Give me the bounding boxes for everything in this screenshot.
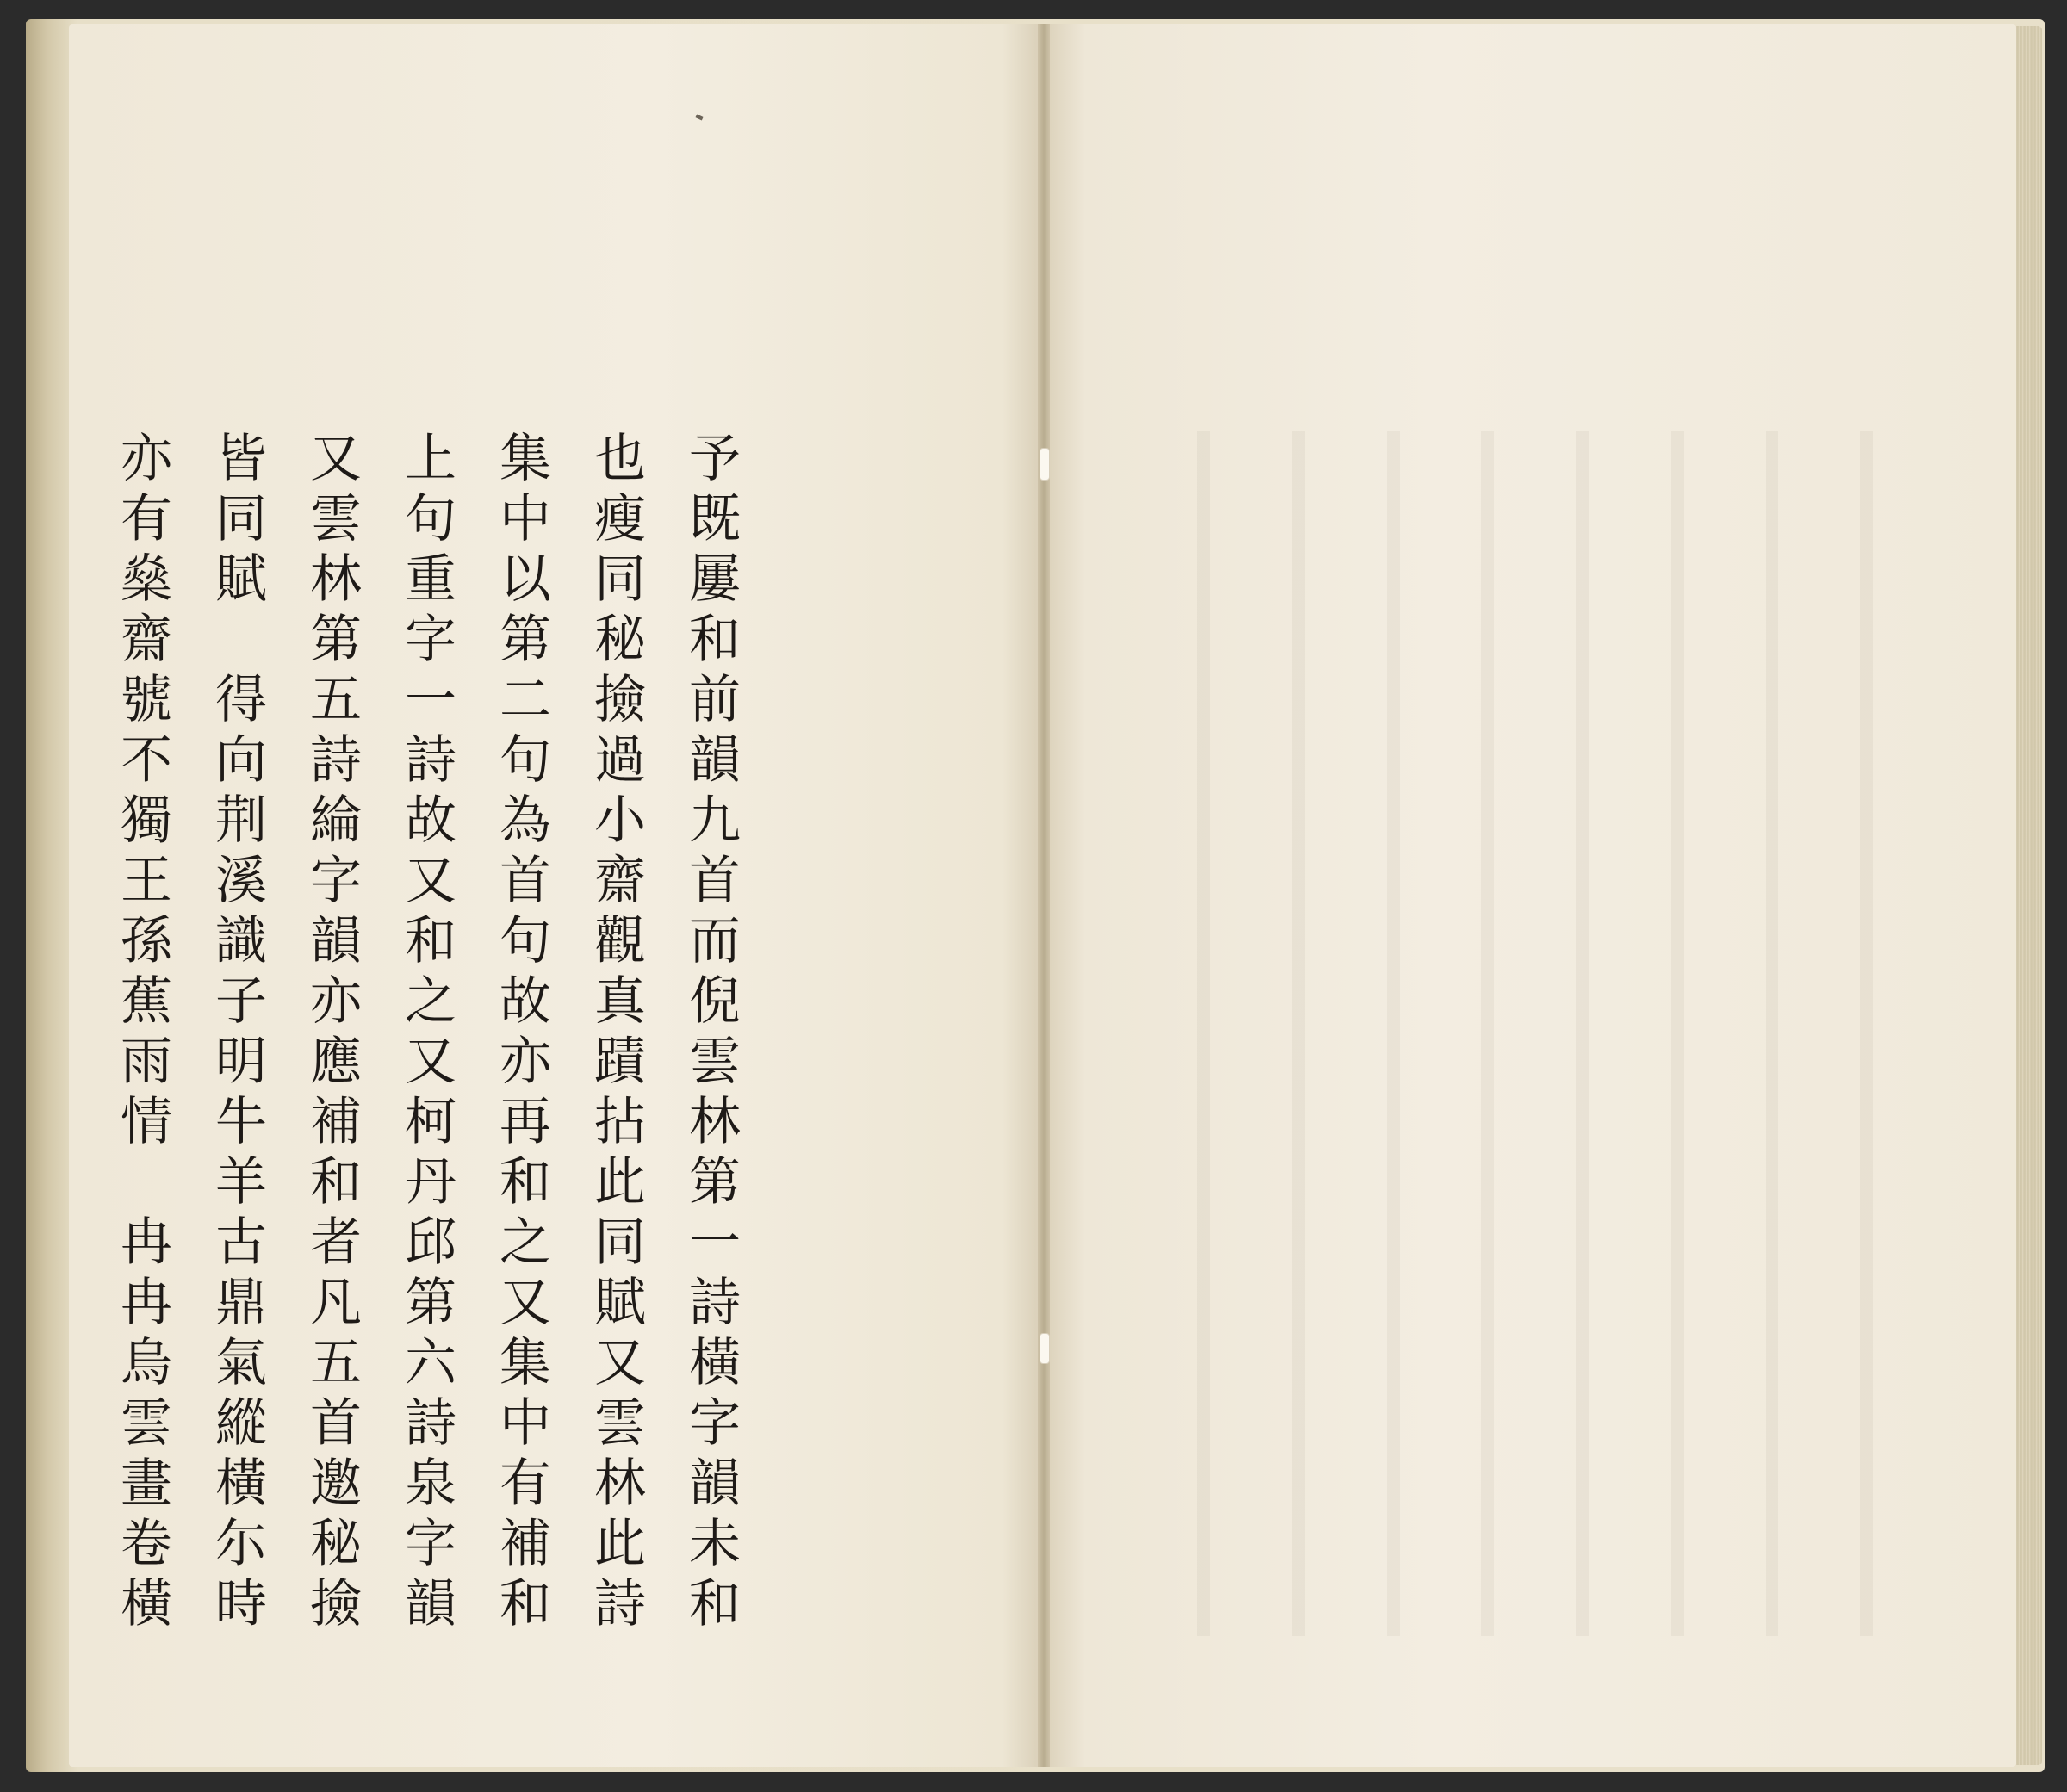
binding-gutter xyxy=(1038,24,1050,1767)
page-edges-right xyxy=(2016,26,2042,1765)
show-through-text xyxy=(1128,431,1938,1636)
binding-thread-1 xyxy=(1040,448,1050,481)
ink-speck xyxy=(696,114,704,120)
text-column-5: 又雲林第五詩綸字韻亦應補和者凡五首邀秘撿 xyxy=(301,431,362,1636)
binding-thread-2 xyxy=(1040,1333,1050,1364)
text-column-4: 上句重字一詩故又和之又柯丹邱第六詩泉字韻 xyxy=(396,431,456,1636)
text-column-2: 也瘦同秘撿過小齋觀真蹟拈此同賦又雲林此詩 xyxy=(586,431,646,1636)
text-column-7: 亦有燊齋號不獨王孫蕉雨情 冉冉烏雲畫卷橫 xyxy=(112,431,172,1636)
text-column-6: 皆同賦 得向荆溪識子明牛羊古鼎氣縱橫尓時 xyxy=(207,431,267,1636)
calligraphy-text xyxy=(95,431,758,1636)
text-column-1: 予既屢和前韻九首而倪雲林第一詩橫字韻未和 xyxy=(680,431,741,1636)
text-column-3: 集中以第二句為首句故亦再和之又集中有補和 xyxy=(491,431,551,1636)
